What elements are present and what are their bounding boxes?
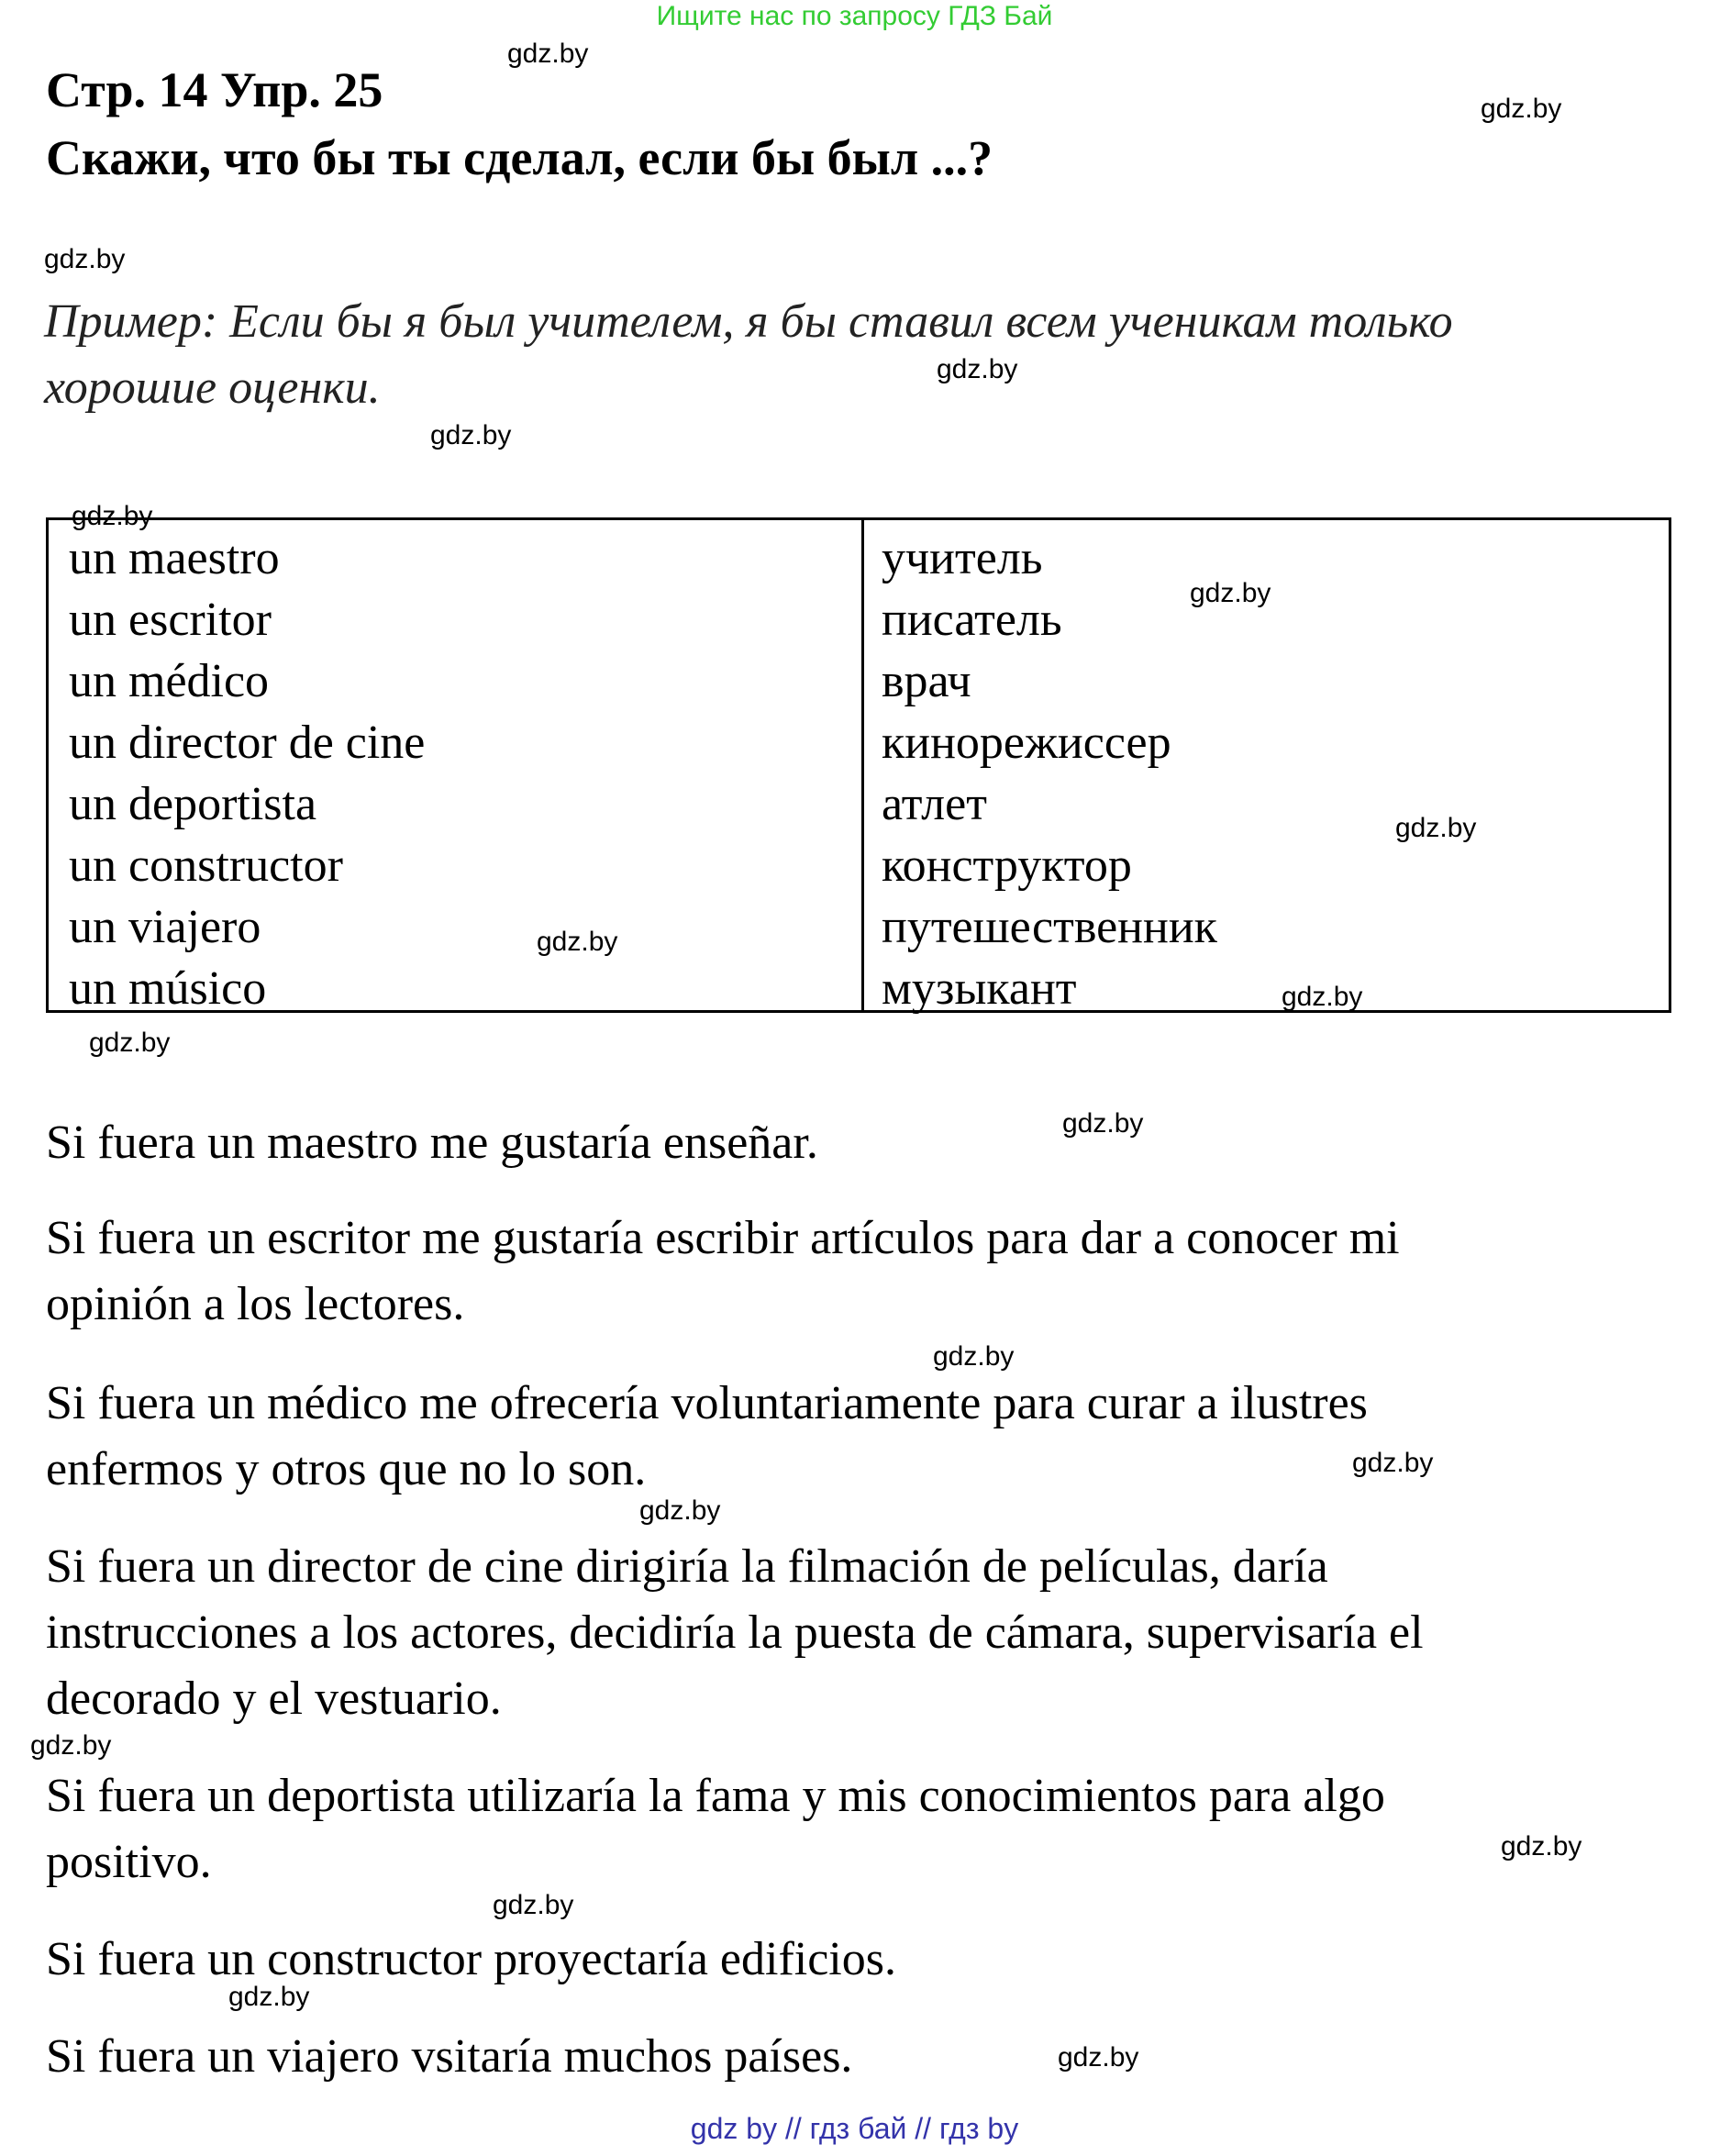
vocab-russian: путешественник [882,901,1217,953]
exercise-page-number: Стр. 14 Упр. 25 [46,62,383,117]
answer-line: Si fuera un deportista utilizaría la fama y mis conocimientos para algo [46,1770,1385,1822]
answer-line: Si fuera un escritor me gustaría escribir artículos para dar a conocer mi [46,1212,1400,1264]
vocab-spanish: un maestro [69,532,280,584]
vocab-spanish: un médico [69,655,270,707]
answer-line: Si fuera un viajero vsitaría muchos países. [46,2030,853,2083]
watermark: gdz.by [1282,982,1363,1012]
watermark: gdz.by [228,1982,310,2012]
watermark: gdz.by [1062,1108,1144,1139]
vocab-russian: писатель [882,594,1062,646]
watermark: gdz.by [1395,813,1477,843]
answer-line: Si fuera un director de cine dirigiría la filmación de películas, daría [46,1540,1328,1593]
vocab-russian: врач [882,655,971,707]
watermark: gdz.by [937,354,1018,384]
vocab-russian: атлет [882,778,987,830]
top-banner[interactable]: Ищите нас по запросу ГДЗ Бай [656,1,1053,31]
watermark: gdz.by [1501,1831,1582,1861]
vocab-russian: музыкант [882,962,1077,1015]
watermark: gdz.by [537,927,618,957]
watermark: gdz.by [933,1341,1015,1372]
example-line-1: Пример: Если бы я был учителем, я бы ставил всем ученикам только [44,295,1453,348]
exercise-task: Скажи, что бы ты сделал, если бы был ...? [46,130,993,185]
vocab-spanish: un deportista [69,778,317,830]
answer-line: Si fuera un maestro me gustaría enseñar. [46,1117,818,1169]
vocab-russian: учитель [882,532,1043,584]
vocab-spanish: un director de cine [69,717,426,769]
watermark: gdz.by [89,1028,171,1058]
vocab-spanish: un constructor [69,839,343,892]
vocab-spanish: un viajero [69,901,261,953]
answer-line: enfermos y otros que no lo son. [46,1443,647,1495]
answer-line: Si fuera un constructor proyectaría edificios. [46,1933,896,1985]
example-line-2: хорошие оценки. [44,361,381,414]
watermark: gdz.by [639,1495,721,1526]
answer-line: Si fuera un médico me ofrecería voluntariamente para curar a ilustres [46,1377,1368,1429]
russian-column [882,528,1217,1019]
table-divider [861,520,864,1010]
watermark: gdz.by [30,1730,112,1761]
vocab-russian: кинорежиссер [882,717,1171,769]
vocab-spanish: un músico [69,962,267,1015]
spanish-column [69,528,425,1019]
watermark: gdz.by [1352,1448,1434,1478]
watermark: gdz.by [430,420,512,450]
watermark: gdz.by [493,1890,574,1920]
watermark: gdz.by [72,501,153,531]
watermark: gdz.by [507,39,589,69]
vocab-spanish: un escritor [69,594,272,646]
vocab-russian: конструктор [882,839,1132,892]
answer-line: opinión a los lectores. [46,1278,465,1330]
answer-line: decorado y el vestuario. [46,1673,502,1725]
watermark: gdz.by [44,244,126,274]
vocabulary-table [46,517,1671,1013]
answer-line: instrucciones a los actores, decidiría la puesta de cámara, supervisaría el [46,1606,1424,1659]
footer-links[interactable]: gdz by // гдз бай // гдз by [690,2112,1019,2145]
watermark: gdz.by [1190,578,1271,608]
watermark: gdz.by [1481,94,1562,124]
watermark: gdz.by [1058,2042,1139,2073]
answer-line: positivo. [46,1836,212,1888]
